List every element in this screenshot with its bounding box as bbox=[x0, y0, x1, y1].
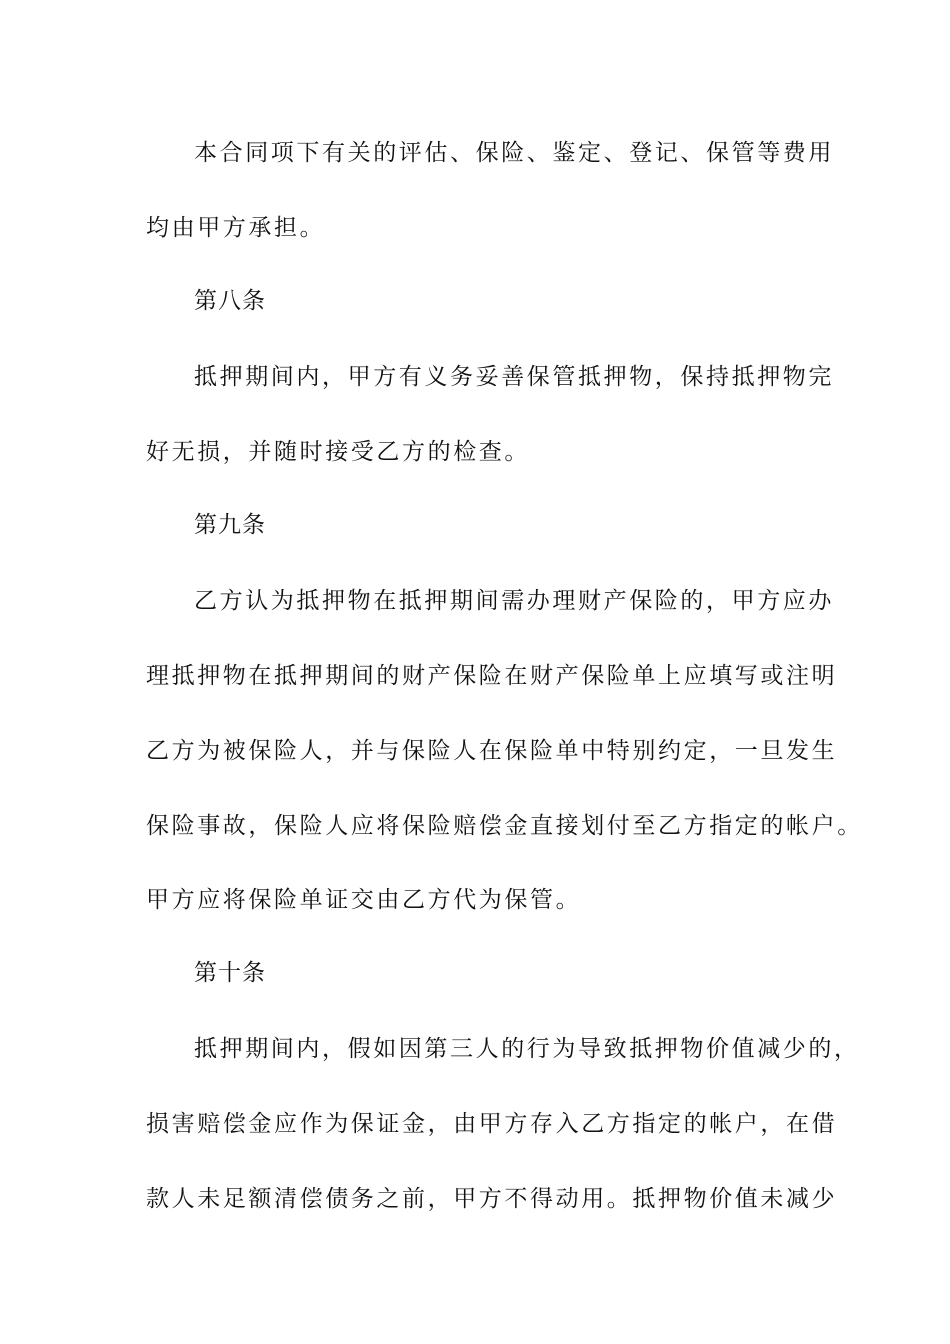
paragraph-line: 抵押期间内，假如因第三人的行为导致抵押物价值减少的， bbox=[194, 1036, 860, 1062]
paragraph-line: 抵押期间内，甲方有义务妥善保管抵押物，保持抵押物完 bbox=[194, 364, 834, 390]
paragraph-line: 乙方为被保险人，并与保险人在保险单中特别约定，一旦发生 bbox=[146, 738, 838, 764]
paragraph-line: 理抵押物在抵押期间的财产保险在财产保险单上应填写或注明 bbox=[146, 663, 838, 689]
paragraph-line: 损害赔偿金应作为保证金，由甲方存入乙方指定的帐户，在借 bbox=[146, 1111, 838, 1137]
paragraph-line: 均由甲方承担。 bbox=[146, 215, 326, 241]
paragraph-line: 好无损，并随时接受乙方的检查。 bbox=[146, 439, 530, 465]
paragraph-line: 甲方应将保险单证交由乙方代为保管。 bbox=[146, 887, 582, 913]
article-heading-9: 第九条 bbox=[194, 512, 266, 538]
paragraph-line: 保险事故，保险人应将保险赔偿金直接划付至乙方指定的帐户。 bbox=[146, 813, 863, 839]
article-heading-8: 第八条 bbox=[194, 288, 266, 314]
paragraph-line: 乙方认为抵押物在抵押期间需办理财产保险的，甲方应办 bbox=[194, 588, 834, 614]
article-heading-10: 第十条 bbox=[194, 960, 266, 986]
paragraph-line: 款人未足额清偿债务之前，甲方不得动用。抵押物价值未减少 bbox=[146, 1186, 838, 1212]
paragraph-line: 本合同项下有关的评估、保险、鉴定、登记、保管等费用 bbox=[194, 140, 834, 166]
